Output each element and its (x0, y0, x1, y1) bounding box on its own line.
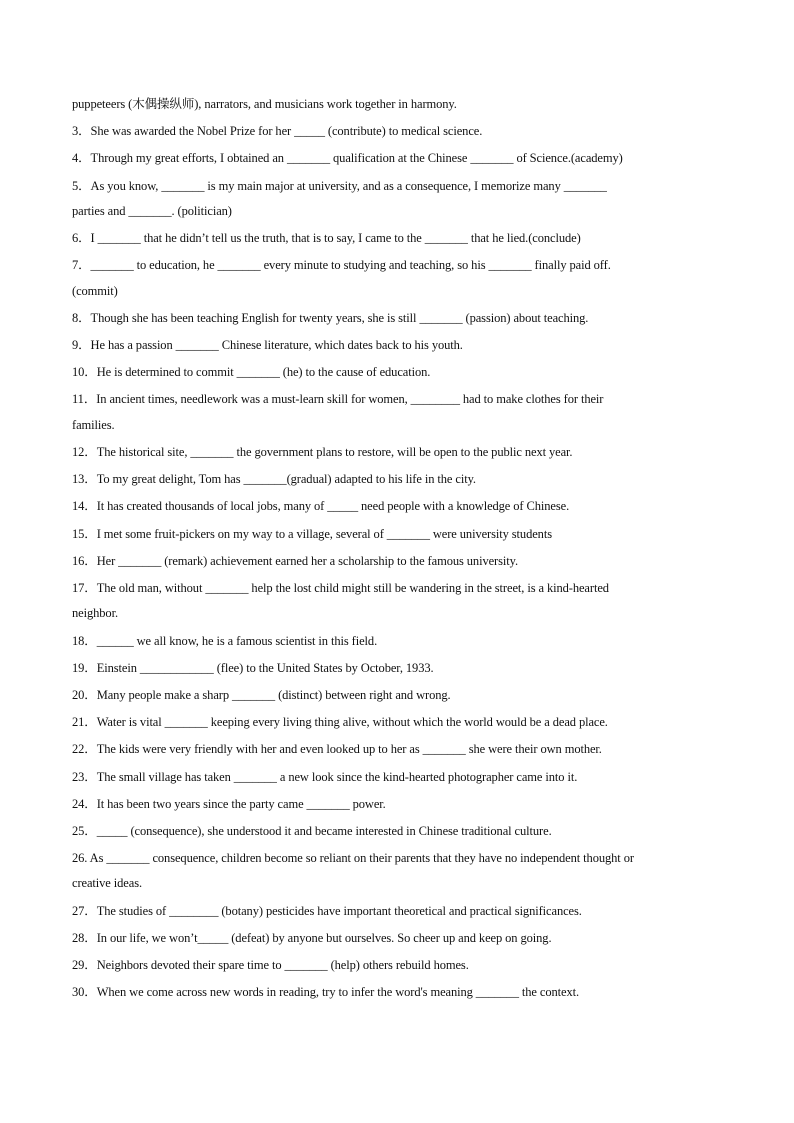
text-line: 19．Einstein ____________ (flee) to the United States by October, 1933. (72, 660, 434, 675)
text-line: 26. As _______ consequence, children become so reliant on their parents that they have no independent thought or (72, 851, 634, 866)
text-line: parties and _______. (politician) (72, 203, 232, 218)
text-line: 9．He has a passion _______ Chinese literature, which dates back to his youth. (72, 338, 463, 353)
exercise-list (72, 94, 732, 1009)
text-line: 27．The studies of ________ (botany) pesticides have important theoretical and practical significances. (72, 903, 582, 918)
text-line: neighbor. (72, 606, 118, 621)
text-line: 24．It has been two years since the party came _______ power. (72, 796, 386, 811)
text-line: families. (72, 417, 115, 432)
text-line: (commit) (72, 283, 118, 298)
text-line: creative ideas. (72, 876, 142, 891)
text-line: 15．I met some fruit-pickers on my way to a village, several of _______ were university students (72, 526, 552, 541)
text-line: 29．Neighbors devoted their spare time to _______ (help) others rebuild homes. (72, 958, 469, 973)
text-line: 4．Through my great efforts, I obtained an _______ qualification at the Chinese _______ of Science.(academy) (72, 151, 623, 166)
text-line: 3．She was awarded the Nobel Prize for her _____ (contribute) to medical science. (72, 124, 483, 139)
text-line: puppeteers (木偶操纵师), narrators, and musicians work together in harmony. (72, 97, 457, 111)
text-line: 5．As you know, _______ is my main major at university, and as a consequence, I memorize many _______ (72, 178, 607, 193)
text-line: 10．He is determined to commit _______ (he) to the cause of education. (72, 365, 431, 380)
text-line: 20．Many people make a sharp _______ (distinct) between right and wrong. (72, 687, 451, 702)
text-line: 18．______ we all know, he is a famous scientist in this field. (72, 633, 378, 648)
text-line: 8．Though she has been teaching English for twenty years, she is still _______ (passion) about teaching. (72, 310, 589, 325)
text-line: 22．The kids were very friendly with her and even looked up to her as _______ she were their own mother. (72, 742, 602, 757)
text-line: 14．It has created thousands of local jobs, many of _____ need people with a knowledge of Chinese. (72, 499, 570, 514)
text-line: 16．Her _______ (remark) achievement earned her a scholarship to the famous university. (72, 553, 518, 568)
text-line: 17．The old man, without _______ help the lost child might still be wandering in the street, is a kind-hearted (72, 580, 609, 595)
text-line: 11．In ancient times, needlework was a must-learn skill for women, ________ had to make clothes for their (72, 392, 604, 407)
text-line: 30．When we come across new words in reading, try to infer the word's meaning _______ the context. (72, 985, 580, 1000)
text-line: 12．The historical site, _______ the government plans to restore, will be open to the public next year. (72, 445, 573, 460)
text-line: 25．_____ (consequence), she understood it and became interested in Chinese traditional culture. (72, 823, 552, 838)
text-line: 23．The small village has taken _______ a new look since the kind-hearted photographer came into it. (72, 769, 578, 784)
text-line: 7．_______ to education, he _______ every minute to studying and teaching, so his _______ finally paid off. (72, 258, 611, 273)
text-line: 13．To my great delight, Tom has _______(gradual) adapted to his life in the city. (72, 472, 476, 487)
text-line: 28．In our life, we won’t_____ (defeat) by anyone but ourselves. So cheer up and keep on going. (72, 930, 552, 945)
text-line: 21．Water is vital _______ keeping every living thing alive, without which the world would be a dead place. (72, 715, 608, 730)
text-line: 6．I _______ that he didn’t tell us the truth, that is to say, I came to the _______ that he lied.(conclude) (72, 231, 581, 246)
